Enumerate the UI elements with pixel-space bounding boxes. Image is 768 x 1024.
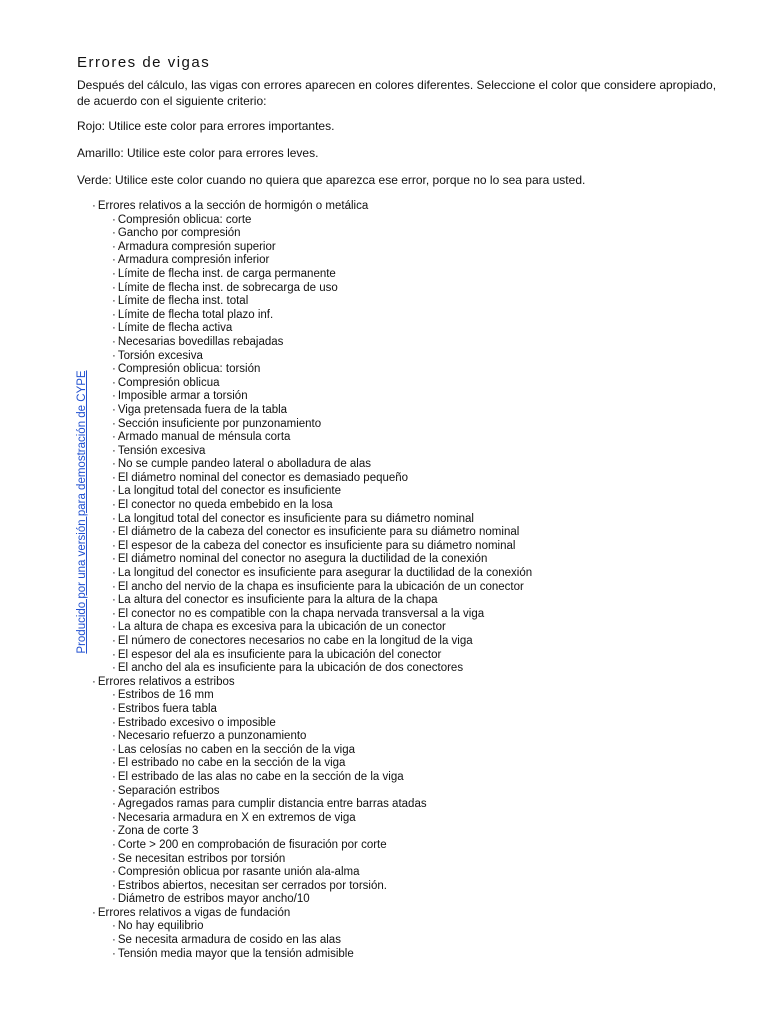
error-category-list: [92, 200, 532, 961]
error-item: · Diámetro de estribos mayor ancho/10: [112, 893, 532, 907]
error-item: · Compresión oblicua por rasante unión ala-alma: [112, 866, 532, 880]
error-item: · La longitud del conector es insuficiente para asegurar la ductilidad de la conexión: [112, 567, 532, 581]
error-item: · El espesor de la cabeza del conector es insuficiente para su diámetro nominal: [112, 540, 532, 554]
error-item: · El estribado de las alas no cabe en la sección de la viga: [112, 771, 532, 785]
intro-paragraph: Después del cálculo, las vigas con errores aparecen en colores diferentes. Seleccione el color que considere apropiado, de acuerdo con el siguiente criterio:: [77, 78, 717, 108]
error-item: · El ancho del ala es insuficiente para la ubicación de dos conectores: [112, 662, 532, 676]
error-item: · Las celosías no caben en la sección de la viga: [112, 744, 532, 758]
error-item: · Estribos de 16 mm: [112, 689, 532, 703]
error-item: · El espesor del ala es insuficiente para la ubicación del conector: [112, 649, 532, 663]
error-item: · El número de conectores necesarios no cabe en la longitud de la viga: [112, 635, 532, 649]
error-item: · Corte > 200 en comprobación de fisuración por corte: [112, 839, 532, 853]
error-item: · El conector no es compatible con la chapa nervada transversal a la viga: [112, 608, 532, 622]
error-item: · Tensión media mayor que la tensión admisible: [112, 948, 532, 962]
error-item: · El conector no queda embebido en la losa: [112, 499, 532, 513]
error-item: · El estribado no cabe en la sección de la viga: [112, 757, 532, 771]
error-item: · Sección insuficiente por punzonamiento: [112, 418, 532, 432]
error-item: · Límite de flecha inst. total: [112, 295, 532, 309]
error-item: · Necesarias bovedillas rebajadas: [112, 336, 532, 350]
error-category: [92, 907, 532, 961]
error-item: · Armado manual de ménsula corta: [112, 431, 532, 445]
cype-demo-watermark-link[interactable]: Producido por una versión para demostración de CYPE: [76, 370, 88, 654]
error-item: · Torsión excesiva: [112, 350, 532, 364]
error-item: · Zona de corte 3: [112, 825, 532, 839]
error-item: · El diámetro nominal del conector es demasiado pequeño: [112, 472, 532, 486]
error-item: · La longitud total del conector es insuficiente: [112, 485, 532, 499]
error-item: · Separación estribos: [112, 785, 532, 799]
error-item: · Armadura compresión inferior: [112, 254, 532, 268]
error-item-list: [92, 920, 532, 961]
error-item: · Compresión oblicua: corte: [112, 214, 532, 228]
error-category-label: · Errores relativos a vigas de fundación: [92, 907, 290, 919]
error-item: · Se necesitan estribos por torsión: [112, 853, 532, 867]
error-item: · Agregados ramas para cumplir distancia entre barras atadas: [112, 798, 532, 812]
error-item: · Imposible armar a torsión: [112, 390, 532, 404]
error-item: · Límite de flecha activa: [112, 322, 532, 336]
error-item: · El diámetro nominal del conector no asegura la ductilidad de la conexión: [112, 553, 532, 567]
rule-red: Rojo: Utilice este color para errores importantes.: [77, 119, 335, 133]
error-item: · Armadura compresión superior: [112, 241, 532, 255]
rule-green: Verde: Utilice este color cuando no quiera que aparezca ese error, porque no lo sea para usted.: [77, 173, 586, 187]
error-item: · Se necesita armadura de cosido en las alas: [112, 934, 532, 948]
error-item: · No se cumple pandeo lateral o abolladura de alas: [112, 458, 532, 472]
error-category: [92, 200, 532, 676]
error-category-label: · Errores relativos a la sección de hormigón o metálica: [92, 200, 368, 212]
error-item: · Estribos abiertos, necesitan ser cerrados por torsión.: [112, 880, 532, 894]
error-item: · No hay equilibrio: [112, 920, 532, 934]
error-item: · Estribado excesivo o imposible: [112, 717, 532, 731]
error-item: · La altura de chapa es excesiva para la ubicación de un conector: [112, 621, 532, 635]
error-item-list: [92, 214, 532, 676]
error-item: · Compresión oblicua: [112, 377, 532, 391]
error-item: · Límite de flecha total plazo inf.: [112, 309, 532, 323]
error-item: · Tensión excesiva: [112, 445, 532, 459]
error-item: · Viga pretensada fuera de la tabla: [112, 404, 532, 418]
error-item: · Compresión oblicua: torsión: [112, 363, 532, 377]
rule-yellow: Amarillo: Utilice este color para errores leves.: [77, 146, 319, 160]
error-item: · Estribos fuera tabla: [112, 703, 532, 717]
error-category-label: · Errores relativos a estribos: [92, 676, 235, 688]
error-category: [92, 676, 532, 907]
error-item: · Necesaria armadura en X en extremos de viga: [112, 812, 532, 826]
error-item: · Límite de flecha inst. de carga permanente: [112, 268, 532, 282]
error-item-list: [92, 689, 532, 907]
error-item: · El ancho del nervio de la chapa es insuficiente para la ubicación de un conector: [112, 581, 532, 595]
page-title: Errores de vigas: [77, 54, 211, 71]
error-item: · Gancho por compresión: [112, 227, 532, 241]
error-item: · Necesario refuerzo a punzonamiento: [112, 730, 532, 744]
error-item: · Límite de flecha inst. de sobrecarga de uso: [112, 282, 532, 296]
error-item: · La altura del conector es insuficiente para la altura de la chapa: [112, 594, 532, 608]
error-item: · La longitud total del conector es insuficiente para su diámetro nominal: [112, 513, 532, 527]
error-item: · El diámetro de la cabeza del conector es insuficiente para su diámetro nominal: [112, 526, 532, 540]
